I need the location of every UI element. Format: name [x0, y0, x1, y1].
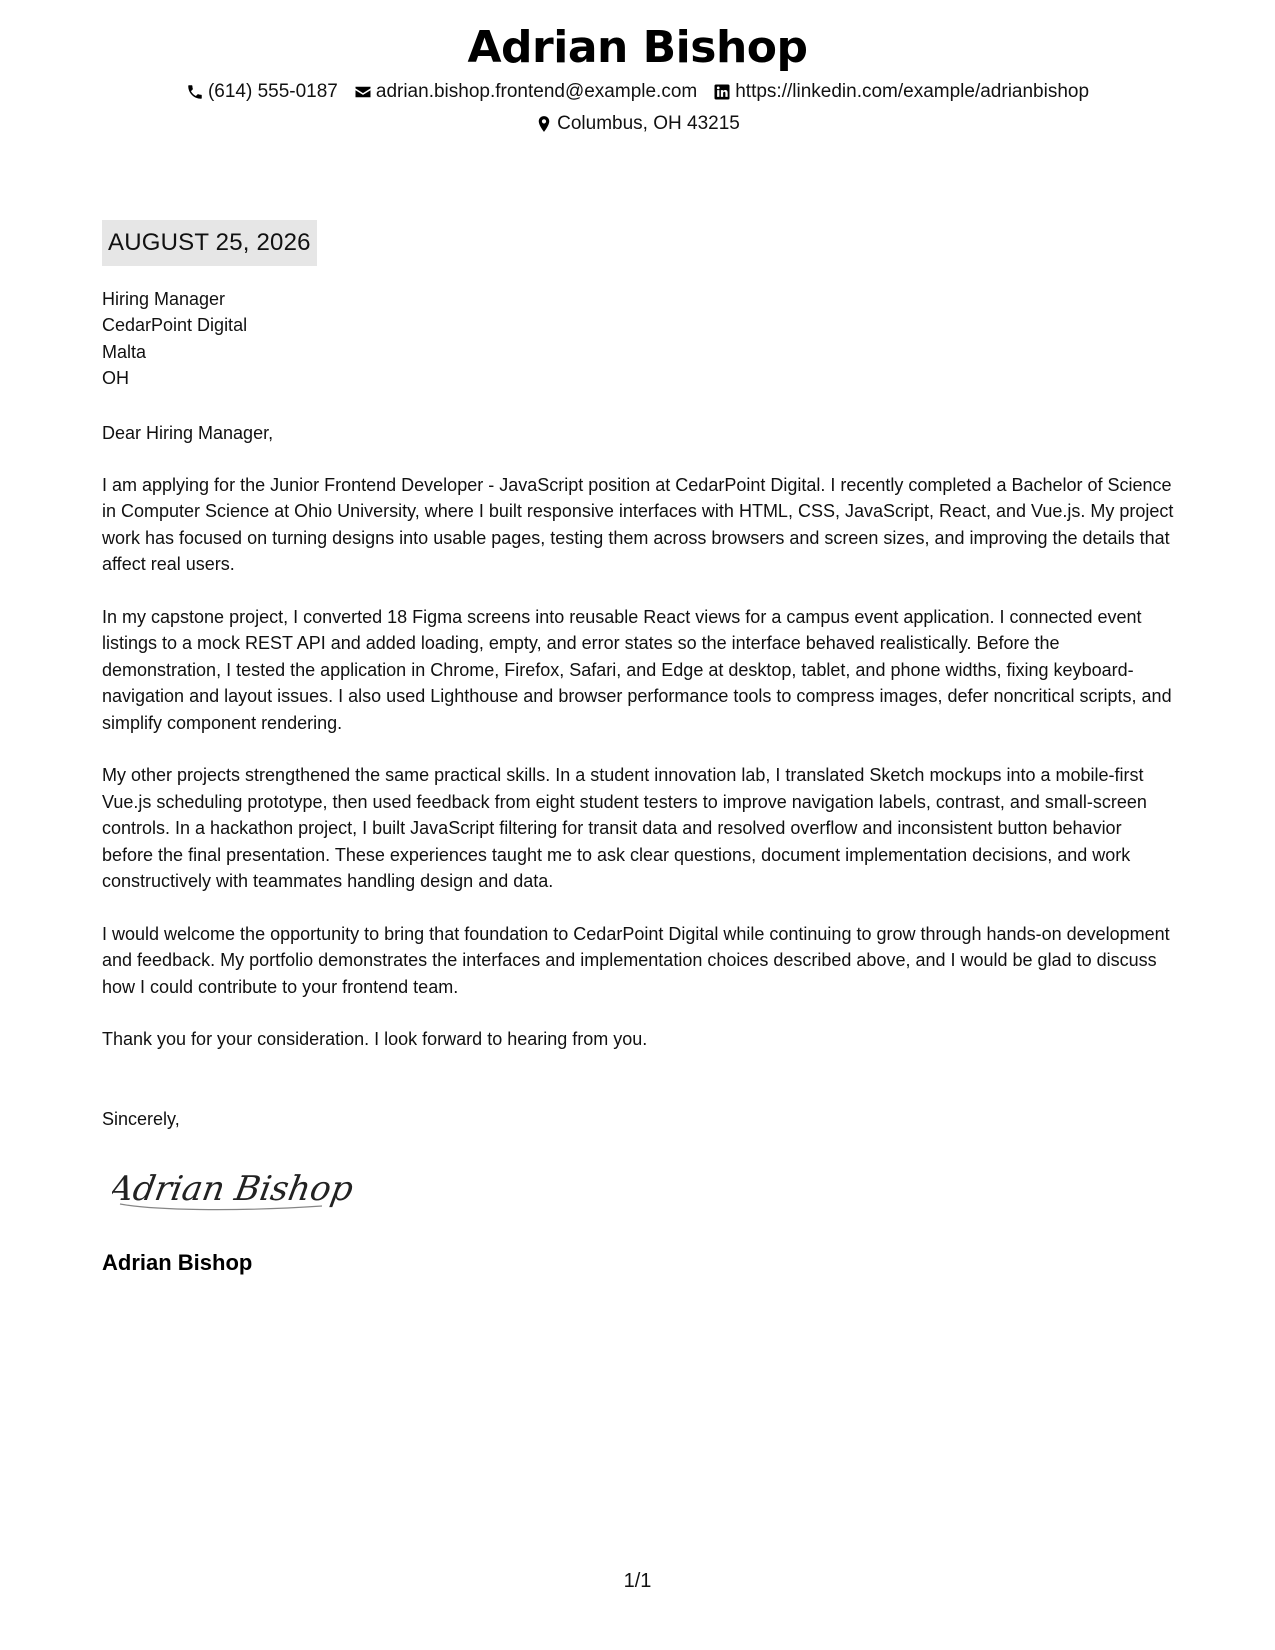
- closing: Sincerely,: [102, 1109, 180, 1129]
- location-text: Columbus, OH 43215: [557, 113, 740, 134]
- body-paragraph: My other projects strengthened the same practical skills. In a student innovation lab, I translated Sketch mockups into a mobile-first Vue.js scheduling prototype, then used feedback from eight student testers to improve navigation labels, contrast, and small-screen controls. In a hackathon project, I built JavaScript filtering for transit data and resolved overflow and inconsistent button behavior before the final presentation. These experiences taught me to ask clear questions, document implementation decisions, and work constructively with teammates handling design and data.: [102, 765, 1147, 892]
- signature-script: Adrian Bishop: [112, 1169, 357, 1209]
- email-text[interactable]: adrian.bishop.frontend@example.com: [375, 81, 698, 102]
- body-paragraph: In my capstone project, I converted 18 Figma screens into reusable React views for a campus event application. I connected event listings to a mock REST API and added loading, empty, and error states so the interface behaved realistically. Before the demonstration, I tested the application in Chrome, Firefox, Safari, and Edge at desktop, tablet, and phone widths, fixing keyboard-navigation and layout issues. I also used Lighthouse and browser performance tools to compress images, defer noncritical scripts, and simplify component rendering.: [102, 607, 1172, 733]
- phone-icon: [186, 83, 204, 101]
- phone-text: (614) 555-0187: [207, 81, 338, 102]
- body-paragraph: Thank you for your consideration. I look forward to hearing from you.: [102, 1029, 648, 1050]
- contact-phone: [186, 79, 338, 105]
- page-number: 1/1: [623, 1570, 652, 1592]
- recipient-line: CedarPoint Digital: [102, 315, 248, 336]
- body-paragraph: I would welcome the opportunity to bring that foundation to CedarPoint Digital while continuing to grow through hands-on development and feedback. My portfolio demonstrates the interfaces and implementation choices described above, and I would be glad to discuss how I could contribute to your frontend team.: [102, 923, 1170, 997]
- letter-date: AUGUST 25, 2026: [102, 220, 317, 266]
- signed-name: Adrian Bishop: [102, 1250, 253, 1275]
- signature-image: [112, 1160, 362, 1216]
- recipient-line: OH: [102, 368, 129, 389]
- applicant-name: Adrian Bishop: [467, 22, 808, 73]
- contact-row-secondary: [0, 111, 1275, 137]
- linkedin-text[interactable]: https://linkedin.com/example/adrianbishop: [735, 81, 1090, 102]
- contact-email[interactable]: [354, 79, 697, 105]
- recipient-block: [102, 286, 1174, 392]
- body-paragraph: I am applying for the Junior Frontend Developer - JavaScript position at CedarPoint Digital. I recently completed a Bachelor of Science in Computer Science at Ohio University, where I built responsive interfaces with HTML, CSS, JavaScript, React, and Vue.js. My project work has focused on turning designs into usable pages, testing them across browsers and screen sizes, and improving the details that affect real users.: [102, 475, 1174, 575]
- recipient-line: Hiring Manager: [102, 289, 226, 309]
- contact-location: [535, 111, 740, 137]
- recipient-line: Malta: [102, 341, 147, 362]
- contact-row-primary: [0, 79, 1275, 105]
- envelope-icon: [354, 83, 372, 101]
- map-pin-icon: [535, 115, 553, 133]
- letter-body: [102, 472, 1174, 1079]
- handwritten-signature: [112, 1160, 362, 1216]
- salutation: Dear Hiring Manager,: [102, 423, 274, 443]
- linkedin-icon: [713, 83, 731, 101]
- contact-linkedin[interactable]: [713, 79, 1089, 105]
